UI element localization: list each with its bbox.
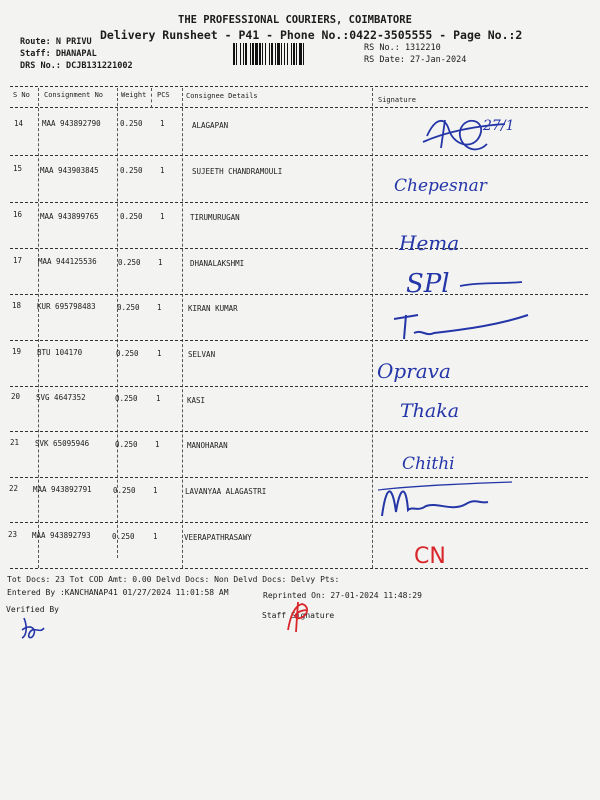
signature-text: SPl (406, 269, 450, 299)
sheet-title: Delivery Runsheet - P41 - Phone No.:0422-3505555 - Page No.:2 (100, 28, 523, 42)
row-weight: 0.250 (113, 486, 136, 495)
row-sno: 16 (13, 210, 23, 219)
row-pcs: 1 (158, 258, 163, 267)
row-rule (10, 248, 588, 249)
row-consignment: MAA 943903845 (40, 166, 99, 175)
row-weight: 0.250 (118, 258, 141, 267)
row-pcs: 1 (160, 119, 165, 128)
barcode (233, 43, 355, 65)
totals-line: Tot Docs: 23 Tot COD Amt: 0.00 Delvd Docs: Non Delvd Docs: Delvy Pts: (7, 575, 340, 584)
signature-row16 (395, 222, 485, 262)
drs-number: DRS No.: DCJB131221002 (20, 61, 133, 71)
row-weight: 0.250 (120, 166, 143, 175)
row-sno: 15 (13, 164, 23, 173)
signature-row22 (372, 476, 522, 524)
verified-signature (18, 612, 48, 642)
header-rule (10, 86, 588, 87)
col-weight: Weight (121, 91, 147, 99)
row-pcs: 1 (156, 394, 161, 403)
row-sno: 23 (8, 530, 18, 539)
signature-text: 27/1 (483, 118, 515, 134)
signature-text: Chepesnar (394, 176, 487, 196)
row-pcs: 1 (160, 166, 165, 175)
staff-signature-label: Staff Signature (262, 611, 335, 620)
row-consignment: MAA 943892790 (42, 119, 101, 128)
row-rule (10, 431, 588, 432)
row-consignment: SVG 4647352 (36, 393, 86, 402)
staff-signature-mark (280, 598, 320, 634)
signature-text: Hema (399, 231, 460, 255)
staff-label: Staff: DHANAPAL (20, 49, 97, 59)
divider (151, 88, 152, 108)
row-weight: 0.250 (120, 119, 143, 128)
signature-text: CN (414, 544, 446, 569)
signature-row20 (398, 393, 498, 429)
row-sno: 19 (12, 347, 22, 356)
signature-text: Oprava (377, 359, 451, 383)
row-consignment: SVK 65095946 (35, 439, 90, 448)
signature-row21 (400, 445, 500, 479)
row-consignee: VEERAPATHRASAWY (184, 533, 252, 542)
row-sno: 17 (13, 256, 23, 265)
row-pcs: 1 (153, 486, 158, 495)
row-consignee: LAVANYAA ALAGASTRI (185, 487, 267, 496)
row-consignee: SUJEETH CHANDRAMOULI (192, 167, 283, 176)
row-consignment: MAA 943892791 (33, 485, 92, 494)
row-sno: 18 (12, 301, 22, 310)
row-weight: 0.250 (116, 349, 139, 358)
signature-row19 (375, 352, 505, 388)
route-label: Route: N PRIVU (20, 37, 92, 47)
row-consignee: DHANALAKSHMI (190, 259, 245, 268)
verified-by-label: Verified By (6, 605, 59, 614)
company-name: THE PROFESSIONAL COURIERS, COIMBATORE (178, 14, 412, 26)
signature-row15 (390, 165, 520, 205)
row-rule (10, 568, 588, 569)
col-consignment: Consignment No (44, 91, 104, 99)
signature-row17 (400, 262, 530, 302)
entered-by: Entered By :KANCHANAP41 01/27/2024 11:01:58 AM (7, 588, 229, 597)
row-consignee: SELVAN (188, 350, 216, 359)
rs-date: RS Date: 27-Jan-2024 (364, 55, 467, 65)
row-sno: 14 (14, 119, 24, 128)
col-sno: S No (13, 91, 30, 99)
row-weight: 0.250 (117, 303, 140, 312)
divider (182, 88, 183, 568)
divider (38, 88, 39, 568)
row-consignment: BTU 104170 (37, 348, 83, 357)
row-pcs: 1 (157, 303, 162, 312)
row-weight: 0.250 (112, 532, 135, 541)
row-weight: 0.250 (115, 394, 138, 403)
row-consignee: KASI (187, 396, 206, 405)
signature-row18 (388, 305, 538, 345)
col-consignee: Consignee Details (186, 92, 258, 100)
row-consignment: KUR 695798483 (37, 302, 96, 311)
signature-text: Thaka (400, 400, 460, 422)
col-pcs: PCS (157, 91, 170, 99)
row-weight: 0.250 (115, 440, 138, 449)
row-pcs: 1 (155, 440, 160, 449)
reprinted-on: Reprinted On: 27-01-2024 11:48:29 (263, 591, 422, 600)
col-signature: Signature (378, 96, 416, 104)
row-consignment: MAA 943892793 (32, 531, 91, 540)
row-sno: 21 (10, 438, 20, 447)
row-pcs: 1 (157, 349, 162, 358)
signature-row14 (415, 108, 535, 163)
row-consignment: MAA 944125536 (38, 257, 97, 266)
row-pcs: 1 (153, 532, 158, 541)
row-sno: 20 (11, 392, 21, 401)
row-consignee: TIRUMURUGAN (190, 213, 240, 222)
row-consignee: MANOHARAN (187, 441, 228, 450)
row-consignment: MAA 943899765 (40, 212, 99, 221)
row-consignee: KIRAN KUMAR (188, 304, 238, 313)
signature-row23 (410, 535, 470, 571)
rs-number: RS No.: 1312210 (364, 43, 441, 53)
row-pcs: 1 (160, 212, 165, 221)
row-weight: 0.250 (120, 212, 143, 221)
signature-text: Chithi (402, 454, 455, 474)
row-consignee: ALAGAPAN (192, 121, 229, 130)
row-sno: 22 (9, 484, 19, 493)
